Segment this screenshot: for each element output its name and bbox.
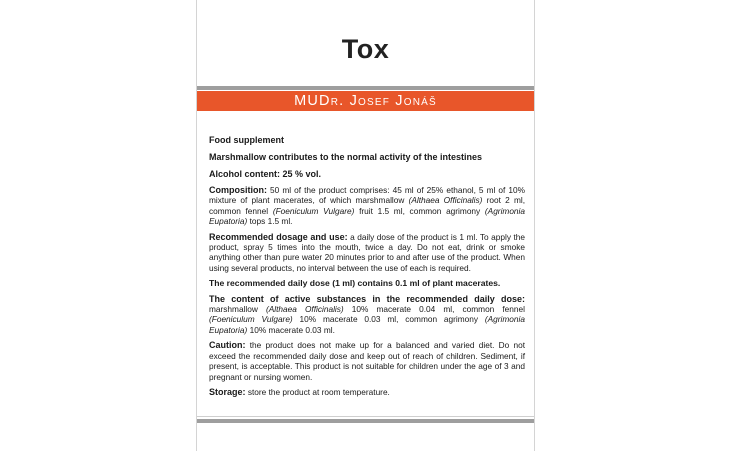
composition-label: Composition: xyxy=(209,185,267,195)
author-name: MUDr. Josef Jonáš xyxy=(294,93,437,109)
daily-dose-statement: The recommended daily dose (1 ml) contains 0.1 ml of plant macerates. xyxy=(209,278,501,289)
composition-section xyxy=(209,185,525,227)
active-text: 10% macerate 0.03 ml. xyxy=(247,324,335,335)
latin-name: (Foeniculum Vulgare) xyxy=(209,314,293,325)
product-title: Tox xyxy=(341,34,390,64)
alcohol-content: Alcohol content: 25 % vol. xyxy=(209,169,322,179)
storage-section xyxy=(209,387,525,397)
dosage-label: Recommended dosage and use: xyxy=(209,231,348,242)
caution-section xyxy=(209,340,525,382)
latin-name: (Althaea Officinalis) xyxy=(265,304,344,315)
gray-divider-band xyxy=(197,86,534,90)
label-right-edge xyxy=(534,0,535,451)
dosage-text: a daily dose of the product is 1 ml. To apply the product, spray 5 times into the mouth, twice a day. Do not eat, drink or smoke anything other than pure water 20 minutes prior to and after use of the product. When using several products, no interval between the use of each is required. xyxy=(209,231,525,273)
caution-label: Caution: xyxy=(209,340,246,351)
latin-name: (Althaea Officinalis) xyxy=(408,195,483,206)
label-left-edge xyxy=(196,0,197,451)
health-claim: Marshmallow contributes to the normal activity of the intestines xyxy=(209,152,483,162)
composition-text: fruit 1.5 ml, common agrimony xyxy=(354,205,485,216)
active-text: marshmallow xyxy=(209,304,266,315)
storage-label: Storage: xyxy=(209,386,246,397)
composition-text: tops 1.5 ml. xyxy=(247,216,293,227)
active-substances-label: The content of active substances in the recommended daily dose: xyxy=(209,293,525,304)
composition-text: root 2 ml, common fennel xyxy=(209,195,526,216)
active-text: 10% macerate 0.04 ml, common fennel xyxy=(343,304,525,315)
label-text xyxy=(209,134,525,397)
latin-name: (Agrimonia Eupatoria) xyxy=(209,314,525,335)
bottom-gray-band xyxy=(197,419,534,423)
product-type: Food supplement xyxy=(209,135,284,145)
dosage-section xyxy=(209,232,525,274)
bottom-divider xyxy=(197,416,534,417)
composition-text: 50 ml of the product comprises: 45 ml of 25% ethanol, 5 ml of 10% mixture of plant macerates, of which marshmallow xyxy=(209,185,525,206)
storage-text: store the product at room temperature. xyxy=(245,386,390,397)
caution-text: the product does not make up for a balanced and varied diet. Do not exceed the recommended daily dose and keep out of reach of children. Sediment, if present, is acceptable. This product is not suitable for children under the age of 3 and pregnant or nursing women. xyxy=(209,340,525,382)
author-banner xyxy=(197,91,534,111)
latin-name: (Foeniculum Vulgare) xyxy=(272,205,355,216)
latin-name: (Agrimonia Eupatoria) xyxy=(209,205,526,227)
active-substances-section xyxy=(209,294,525,336)
active-text: 10% macerate 0.03 ml, common agrimony xyxy=(292,314,485,325)
